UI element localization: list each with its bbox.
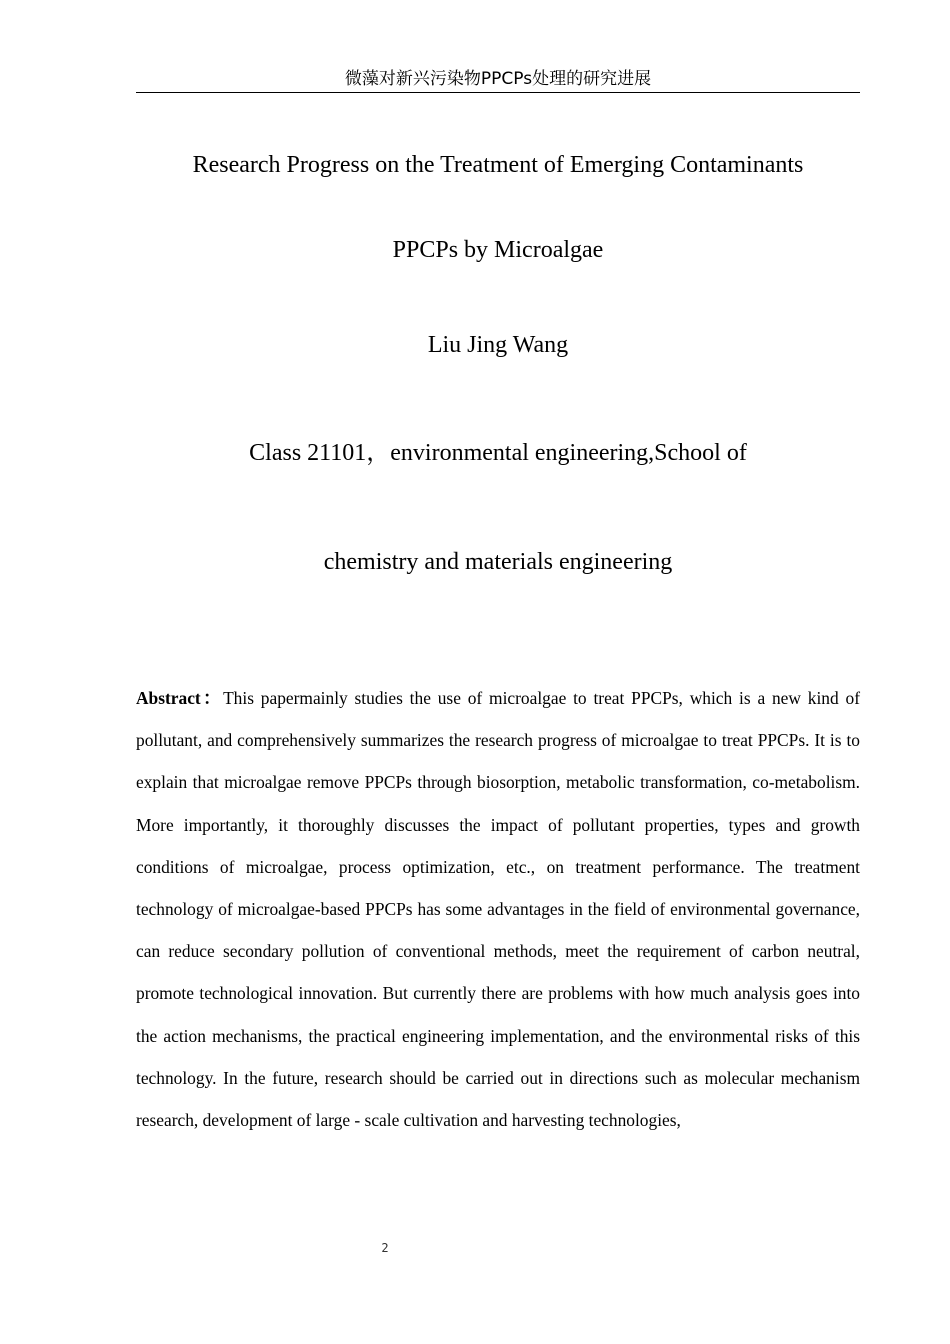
- author-name: Liu Jing Wang: [427, 332, 569, 358]
- paper-title-line-1: Research Progress on the Treatment of Emerging Contaminants: [192, 152, 804, 178]
- page-number: 2: [381, 1241, 389, 1255]
- header-rule: [136, 92, 860, 93]
- paper-title-line-2: PPCPs by Microalgae: [392, 237, 604, 263]
- abstract-text: This papermainly studies the use of microalgae to treat PPCPs, which is a new kind of pollutant, and comprehensively summarizes the research progress of microalgae to treat PPCPs. It is to explain that microalgae remove PPCPs through biosorption, metabolic transformation, co-metabolism. More importantly, it thoroughly discusses the impact of pollutant properties, types and growth conditions of microalgae, process optimization, etc., on treatment performance. The treatment technology of microalgae-based PPCPs has some advantages in the field of environmental governance, can reduce secondary pollution of conventional methods, meet the requirement of carbon neutral, promote technological innovation. But currently there are problems with how much analysis goes into the action mechanisms, the practical engineering implementation, and the environmental risks of this technology. In the future, research should be carried out in directions such as molecular mechanism research, development of large - scale cultivation and harvesting technologies,: [136, 688, 861, 1131]
- abstract-label: Abstract：: [136, 688, 224, 708]
- abstract-paragraph: [136, 677, 860, 1141]
- affiliation-line-2: chemistry and materials engineering: [323, 549, 673, 575]
- running-header: 微藻对新兴污染物PPCPs处理的研究进展: [344, 69, 652, 89]
- affiliation-line-1: Class 21101，environmental engineering,School of: [249, 440, 747, 466]
